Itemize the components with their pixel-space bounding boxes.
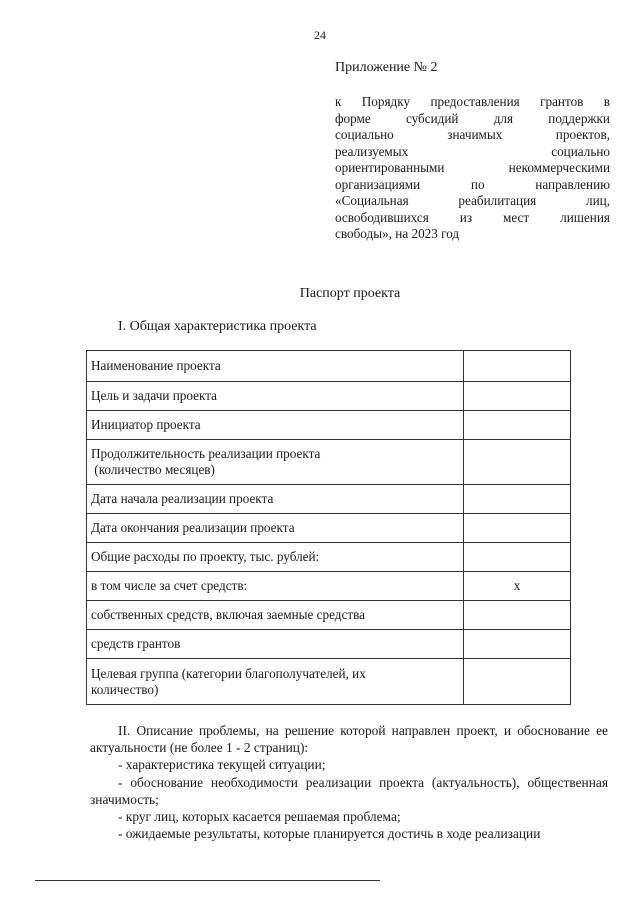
table-row <box>87 485 571 514</box>
table-row <box>87 572 571 601</box>
row-label-line: количество) <box>91 681 159 697</box>
row-label-line: (количество месяцев) <box>91 462 215 477</box>
section-2 <box>90 722 608 842</box>
row-label <box>87 659 464 705</box>
row-label: средств грантов <box>87 630 464 659</box>
table-row <box>87 630 571 659</box>
row-value: х <box>464 572 571 601</box>
appendix-line: организациями по направлению <box>335 176 610 192</box>
row-value <box>464 514 571 543</box>
row-label: Инициатор проекта <box>87 411 464 440</box>
page-number: 24 <box>314 28 326 42</box>
row-value <box>464 485 571 514</box>
appendix-line: «Социальная реабилитация лиц, <box>335 193 610 208</box>
appendix-line: освободившихся из мест лишения <box>335 209 610 225</box>
section-2-item: - обоснование необходимости реализации проекта (актуальность), общественная значимость; <box>90 774 608 807</box>
row-value <box>464 659 571 705</box>
row-value <box>464 630 571 659</box>
footer-divider <box>35 880 380 881</box>
row-label: собственных средств, включая заемные средства <box>87 601 464 630</box>
table-row <box>87 514 571 543</box>
section-2-item: - круг лиц, которых касается решаемая проблема; <box>118 809 401 825</box>
row-label: в том числе за счет средств: <box>87 572 464 601</box>
row-label: Наименование проекта <box>87 351 464 382</box>
table-row <box>87 601 571 630</box>
appendix-title: Приложение № 2 <box>335 60 438 75</box>
table-row <box>87 440 571 485</box>
row-value <box>464 411 571 440</box>
section-2-item: - характеристика текущей ситуации; <box>118 757 326 773</box>
project-characteristics-table <box>86 350 571 705</box>
appendix-line: к Порядку предоставления грантов в <box>335 94 610 109</box>
section-2-intro: II. Описание проблемы, на решение которой направлен проект, и обоснование ее актуальности (не более 1 - 2 страниц): <box>90 723 608 756</box>
table-row <box>87 543 571 572</box>
row-value <box>464 382 571 411</box>
row-label: Дата окончания реализации проекта <box>87 514 464 543</box>
row-label: Цель и задачи проекта <box>87 382 464 411</box>
appendix-text <box>335 94 610 243</box>
row-label: Дата начала реализации проекта <box>87 485 464 514</box>
row-label-line: Продолжительность реализации проекта <box>91 446 321 461</box>
appendix-line: реализуемых социально <box>335 143 610 159</box>
row-value <box>464 601 571 630</box>
table-row <box>87 411 571 440</box>
table-row <box>87 382 571 411</box>
row-value <box>464 543 571 572</box>
section-1-title: I. Общая характеристика проекта <box>118 319 317 334</box>
appendix-line: форме субсидий для поддержки <box>335 110 610 126</box>
table-row <box>87 351 571 382</box>
table-row <box>87 659 571 705</box>
row-label: Общие расходы по проекту, тыс. рублей: <box>87 543 464 572</box>
section-2-item: - ожидаемые результаты, которые планируется достичь в ходе реализации <box>118 826 541 842</box>
row-label <box>87 440 464 485</box>
appendix-line: ориентированными некоммерческими <box>335 160 610 175</box>
passport-title: Паспорт проекта <box>299 286 401 301</box>
appendix-line: социально значимых проектов, <box>335 127 610 142</box>
appendix-line: свободы», на 2023 год <box>335 226 460 241</box>
row-value <box>464 440 571 485</box>
row-label-line: Целевая группа (категории благополучателей, их <box>91 665 366 681</box>
row-value <box>464 351 571 382</box>
